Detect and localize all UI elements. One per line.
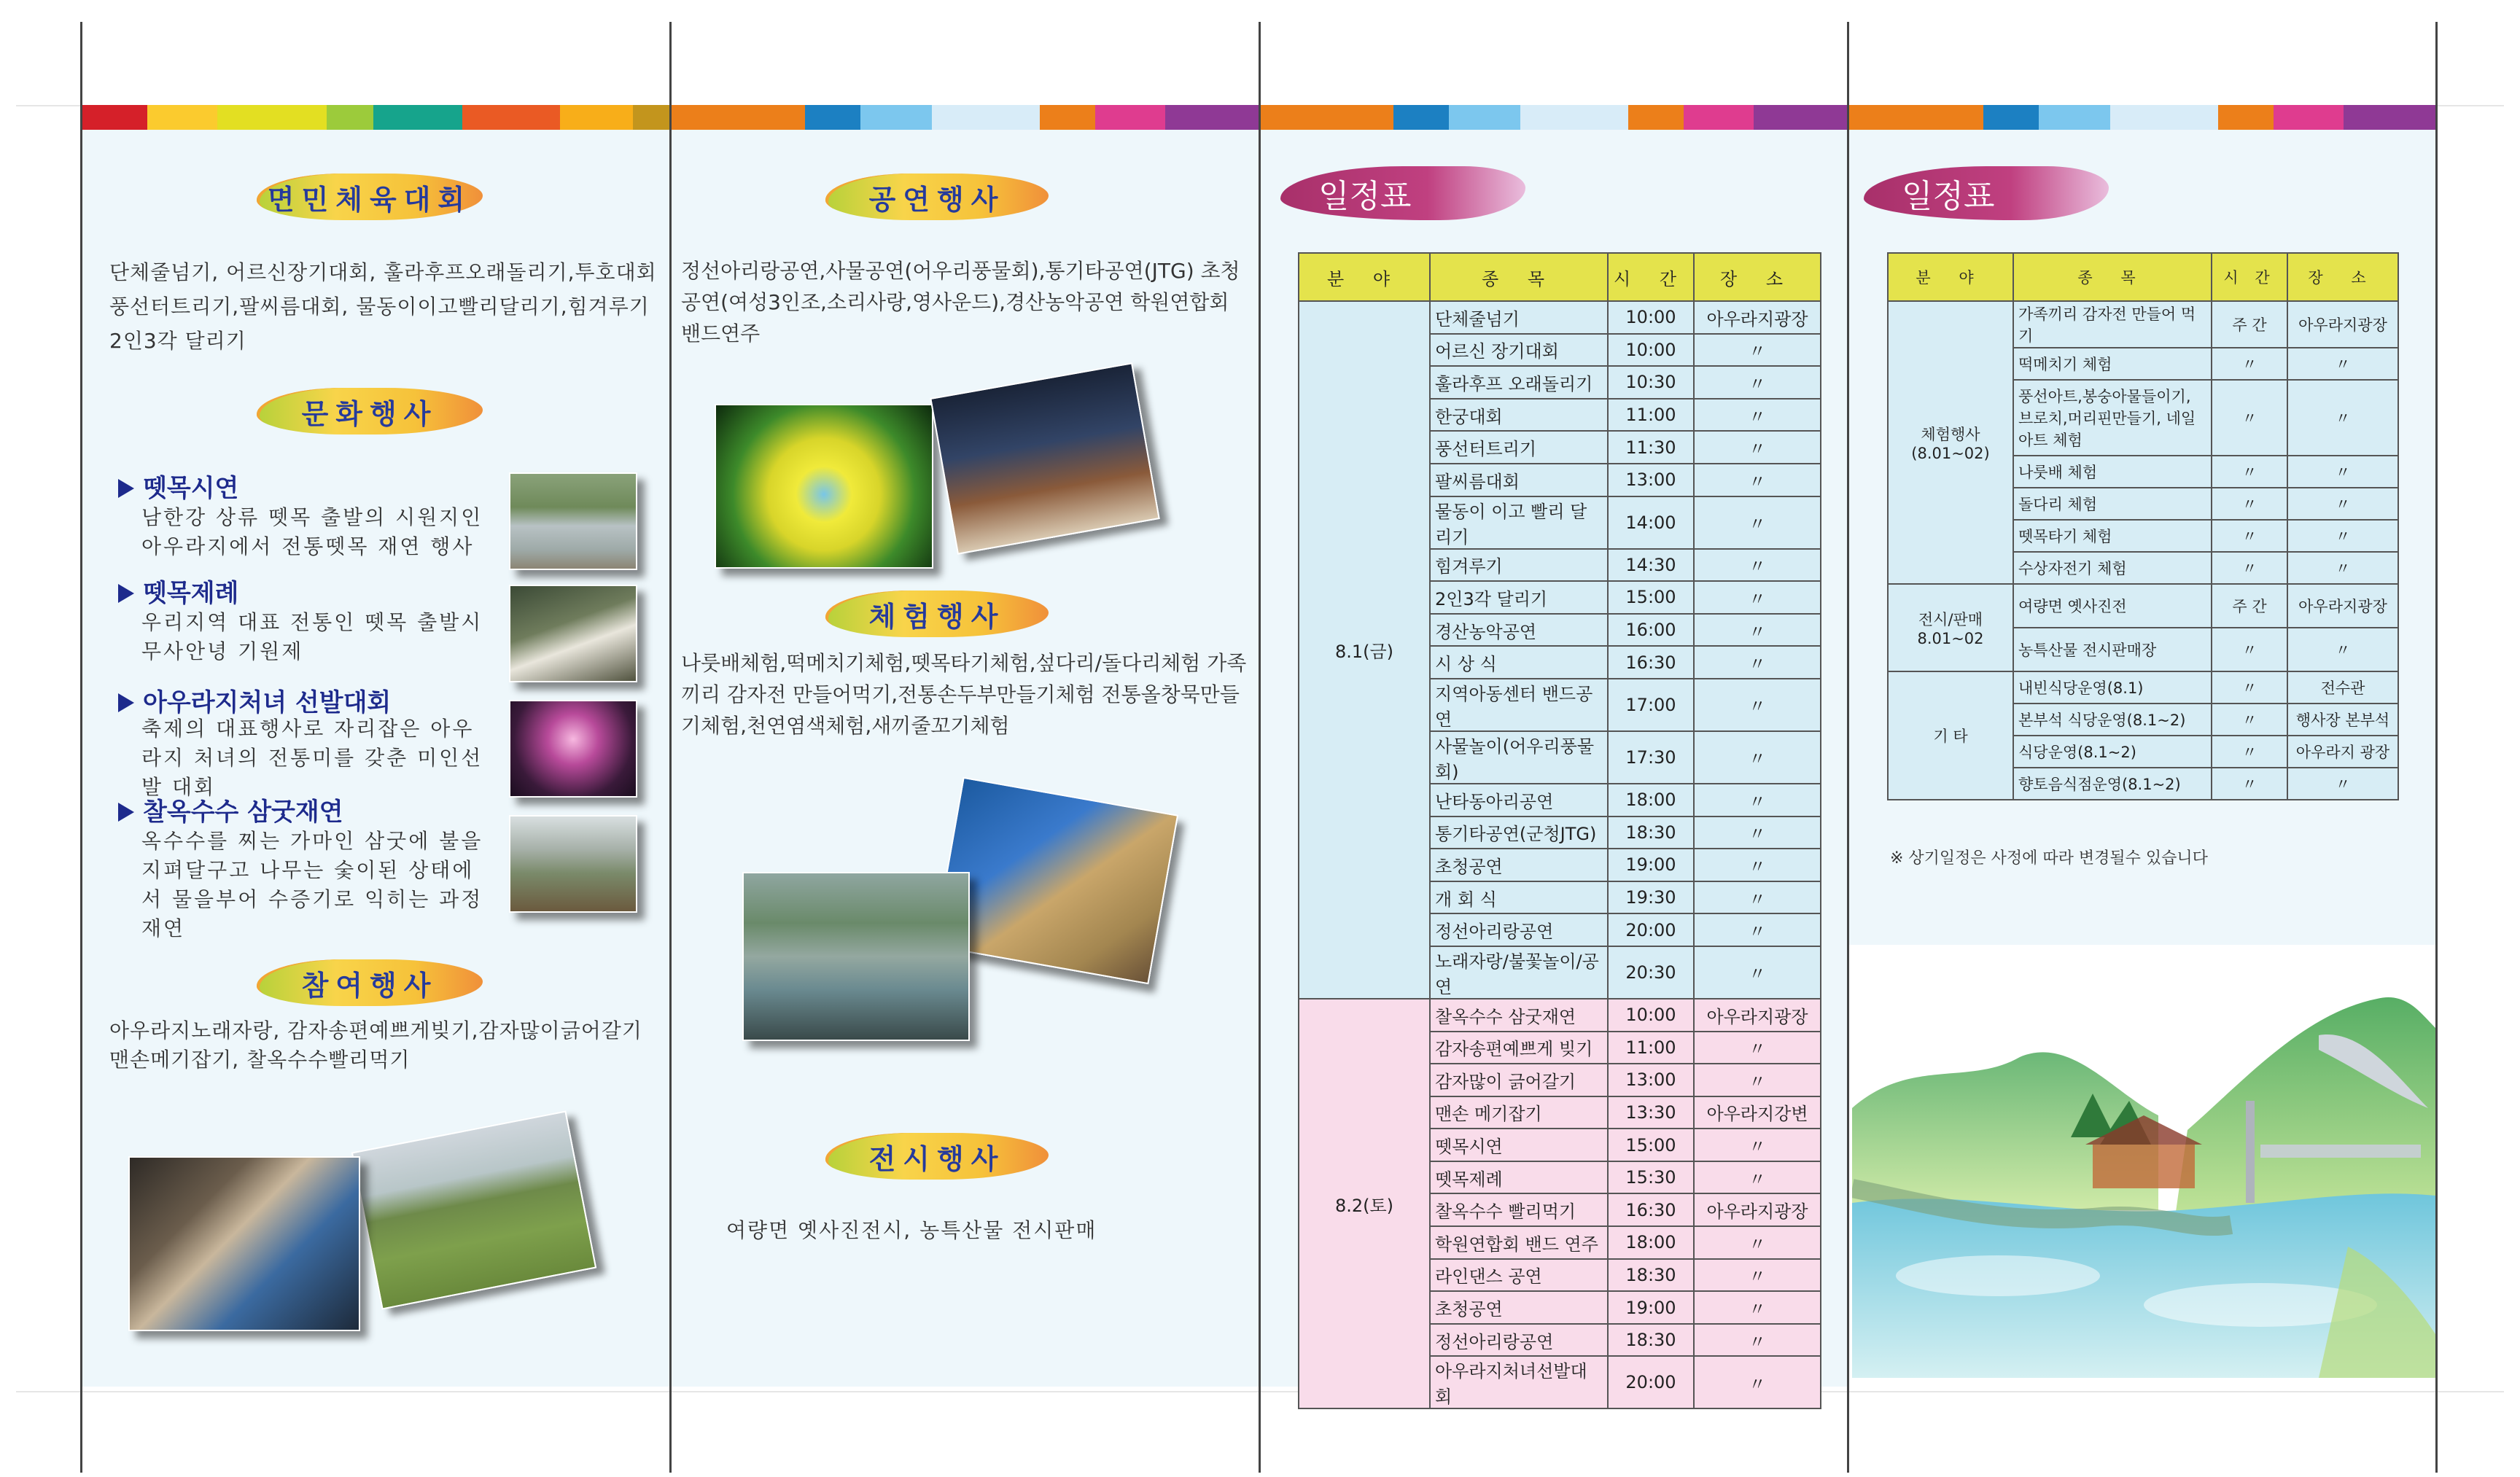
- place-cell: 〃: [1694, 1226, 1821, 1259]
- time-cell: 10:00: [1608, 301, 1694, 334]
- event-cell: 2인3각 달리기: [1430, 581, 1608, 614]
- item-title-corn-samgut: 찰옥수수 삼굿재연: [118, 792, 343, 827]
- sports-text: 단체줄넘기, 어르신장기대회, 훌라후프오래돌리기,투호대회 풍선터트리기,팔씨름대회, 물동이이고빨리달리기,힘겨루기 2인3각 달리기: [109, 260, 657, 353]
- event-cell: 여량면 옛사진전: [2013, 584, 2212, 628]
- time-cell: 13:30: [1608, 1096, 1694, 1129]
- place-cell: 〃: [1694, 679, 1821, 731]
- event-cell: 단체줄넘기: [1430, 301, 1608, 334]
- photo-potato-scraping: [128, 1156, 360, 1331]
- time-cell: 13:00: [1608, 1064, 1694, 1096]
- time-cell: 〃: [2212, 768, 2287, 800]
- place-cell: 〃: [1694, 946, 1821, 999]
- place-cell: 〃: [1694, 784, 1821, 817]
- table-row: [1299, 999, 1821, 1032]
- place-cell: 아우라지광장: [1694, 1193, 1821, 1226]
- heading-participate: 참여행사: [257, 959, 483, 1006]
- event-cell: 수상자전기 체험: [2013, 552, 2212, 584]
- place-cell: 아우라지광장: [2287, 584, 2398, 628]
- item-title-raft-rite: 뗏목제례: [118, 573, 238, 609]
- category-cell: 8.2(토): [1299, 999, 1430, 1409]
- place-cell: 아우라지광장: [1694, 301, 1821, 334]
- table-row: [1888, 301, 2398, 348]
- time-cell: 18:30: [1608, 1324, 1694, 1357]
- time-cell: 10:00: [1608, 999, 1694, 1032]
- place-cell: 〃: [1694, 496, 1821, 549]
- time-cell: 18:30: [1608, 817, 1694, 849]
- place-cell: 〃: [1694, 366, 1821, 399]
- place-cell: 〃: [1694, 431, 1821, 464]
- schedule-note: ※ 상기일정은 사정에 따라 변경될수 있습니다: [1890, 849, 2208, 868]
- event-cell: 정선아리랑공연: [1430, 913, 1608, 946]
- place-cell: 〃: [1694, 581, 1821, 614]
- landscape-illustration: [1852, 970, 2435, 1378]
- place-cell: 〃: [1694, 1064, 1821, 1096]
- time-cell: 17:00: [1608, 679, 1694, 731]
- place-cell: 〃: [1694, 1161, 1821, 1194]
- heading-sports: 면민체육대회: [257, 174, 483, 220]
- category-cell: 8.1(금): [1299, 301, 1430, 999]
- color-stripe-4: [1849, 105, 2437, 130]
- event-cell: 정선아리랑공연: [1430, 1324, 1608, 1357]
- event-cell: 학원연합회 밴드 연주: [1430, 1226, 1608, 1259]
- color-stripe-2: [671, 105, 1259, 130]
- time-cell: 〃: [2212, 488, 2287, 520]
- fold-line: [1259, 22, 1261, 1473]
- place-cell: 아우라지강변: [1694, 1096, 1821, 1129]
- event-cell: 통기타공연(군청JTG): [1430, 817, 1608, 849]
- place-cell: 〃: [1694, 464, 1821, 496]
- place-cell: 〃: [1694, 1291, 1821, 1324]
- place-cell: 〃: [2287, 552, 2398, 584]
- participate-text: 아우라지노래자랑, 감자송편예쁘게빚기,감자많이긁어갈기 맨손메기잡기, 찰옥수수빨리먹기: [109, 1018, 642, 1072]
- place-cell: 〃: [1694, 1259, 1821, 1292]
- event-cell: 뗏목제례: [1430, 1161, 1608, 1194]
- photo-river-raft: [509, 472, 637, 570]
- category-cell: 체험행사 (8.01~02): [1888, 301, 2013, 584]
- place-cell: 〃: [1694, 1324, 1821, 1357]
- table-row: [1888, 584, 2398, 628]
- event-cell: 찰옥수수 삼굿재연: [1430, 999, 1608, 1032]
- time-cell: 〃: [2212, 348, 2287, 380]
- event-cell: 농특산물 전시판매장: [2013, 628, 2212, 671]
- fold-line: [80, 22, 82, 1473]
- place-cell: 〃: [2287, 456, 2398, 488]
- time-cell: 10:00: [1608, 334, 1694, 367]
- event-cell: 감자많이 긁어갈기: [1430, 1064, 1608, 1096]
- time-cell: 18:00: [1608, 1226, 1694, 1259]
- event-cell: 뗏목타기 체험: [2013, 520, 2212, 552]
- event-cell: 나룻배 체험: [2013, 456, 2212, 488]
- time-cell: 11:00: [1608, 399, 1694, 432]
- event-cell: 떡메치기 체험: [2013, 348, 2212, 380]
- event-cell: 초청공연: [1430, 849, 1608, 881]
- item-title-maiden-contest: 아우라지처녀 선발대회: [118, 682, 391, 718]
- time-cell: 주 간: [2212, 301, 2287, 348]
- event-cell: 감자송편예쁘게 빚기: [1430, 1032, 1608, 1064]
- place-cell: 〃: [1694, 1356, 1821, 1408]
- time-cell: 19:00: [1608, 1291, 1694, 1324]
- category-cell: 기 타: [1888, 671, 2013, 800]
- event-cell: 맨손 메기잡기: [1430, 1096, 1608, 1129]
- event-cell: 사물놀이(어우리풍물회): [1430, 731, 1608, 784]
- place-cell: 〃: [1694, 817, 1821, 849]
- col-header-category: 분 야: [1299, 253, 1430, 301]
- event-cell: 본부석 식당운영(8.1~2): [2013, 704, 2212, 736]
- place-cell: 〃: [1694, 849, 1821, 881]
- time-cell: 17:30: [1608, 731, 1694, 784]
- col-header-category: 분 야: [1888, 253, 2013, 301]
- place-cell: 〃: [1694, 731, 1821, 784]
- exhibition-text: 여량면 옛사진전시, 농특산물 전시판매: [726, 1218, 1097, 1242]
- place-cell: 아우라지 광장: [2287, 736, 2398, 768]
- time-cell: 15:00: [1608, 1129, 1694, 1161]
- event-cell: 찰옥수수 빨리먹기: [1430, 1193, 1608, 1226]
- photo-samgut: [509, 815, 637, 913]
- item-title-raft-demo: 뗏목시연: [118, 468, 238, 504]
- col-header-time: 시 간: [2212, 253, 2287, 301]
- item-desc-corn-samgut: 옥수수를 찌는 가마인 삼굿에 불을 지펴달구고 나무는 숯이된 상태에서 물을부어 수증기로 익히는 과정재연: [141, 829, 483, 940]
- time-cell: 〃: [2212, 704, 2287, 736]
- event-cell: 풍선터트리기: [1430, 431, 1608, 464]
- event-cell: 지역아동센터 밴드공연: [1430, 679, 1608, 731]
- photo-rite-ceremony: [509, 585, 637, 682]
- col-header-place: 장 소: [1694, 253, 1821, 301]
- heading-experience: 체험행사: [825, 591, 1049, 637]
- col-header-time: 시 간: [1608, 253, 1694, 301]
- category-cell: 전시/판매 8.01~02: [1888, 584, 2013, 671]
- event-cell: 난타동아리공연: [1430, 784, 1608, 817]
- place-cell: 〃: [2287, 520, 2398, 552]
- time-cell: 20:30: [1608, 946, 1694, 999]
- col-header-place: 장 소: [2287, 253, 2398, 301]
- place-cell: 아우라지광장: [1694, 999, 1821, 1032]
- place-cell: 〃: [2287, 628, 2398, 671]
- experience-text: 나룻배체험,떡메치기체험,뗏목타기체험,섶다리/돌다리체험 가족끼리 감자전 만들어먹기,전통손두부만들기체험 전통올창묵만들기체험,천연염색체험,새끼줄꼬기체험: [681, 651, 1247, 738]
- item-desc-raft-rite: 우리지역 대표 전통인 뗏목 출발시 무사안녕 기원제: [141, 610, 483, 663]
- place-cell: 〃: [2287, 768, 2398, 800]
- place-cell: 아우라지광장: [2287, 301, 2398, 348]
- time-cell: 15:00: [1608, 581, 1694, 614]
- schedule-title-1: 일정표: [1280, 166, 1525, 220]
- time-cell: 10:30: [1608, 366, 1694, 399]
- event-cell: 훌라후프 오래돌리기: [1430, 366, 1608, 399]
- event-cell: 팔씨름대회: [1430, 464, 1608, 496]
- place-cell: 〃: [1694, 1032, 1821, 1064]
- time-cell: 19:00: [1608, 849, 1694, 881]
- table-row: [1888, 671, 2398, 704]
- time-cell: 16:00: [1608, 614, 1694, 647]
- place-cell: 전수관: [2287, 671, 2398, 704]
- place-cell: 〃: [1694, 646, 1821, 679]
- schedule-title-2: 일정표: [1864, 166, 2109, 220]
- place-cell: 〃: [2287, 488, 2398, 520]
- place-cell: 〃: [1694, 913, 1821, 946]
- event-cell: 라인댄스 공연: [1430, 1259, 1608, 1292]
- place-cell: 〃: [1694, 549, 1821, 582]
- color-stripe-3: [1261, 105, 1847, 130]
- schedule-table-day: [1298, 252, 1821, 1409]
- place-cell: 〃: [1694, 399, 1821, 432]
- place-cell: 〃: [2287, 380, 2398, 456]
- event-cell: 내빈식당운영(8.1): [2013, 671, 2212, 704]
- fold-line: [1847, 22, 1849, 1473]
- time-cell: 16:30: [1608, 1193, 1694, 1226]
- place-cell: 〃: [2287, 348, 2398, 380]
- time-cell: 〃: [2212, 380, 2287, 456]
- event-cell: 힘겨루기: [1430, 549, 1608, 582]
- color-stripe-1: [82, 105, 669, 130]
- photo-dance-performance: [715, 404, 933, 569]
- time-cell: 〃: [2212, 520, 2287, 552]
- item-desc-raft-demo: 남한강 상류 뗏목 출발의 시원지인 아우라지에서 전통뗏목 재연 행사: [141, 505, 483, 558]
- time-cell: 14:30: [1608, 549, 1694, 582]
- table-row: [1299, 301, 1821, 334]
- fold-line: [2435, 22, 2438, 1473]
- event-cell: 한궁대회: [1430, 399, 1608, 432]
- event-cell: 물동이 이고 빨리 달리기: [1430, 496, 1608, 549]
- event-cell: 시 상 식: [1430, 646, 1608, 679]
- col-header-event: 종 목: [2013, 253, 2212, 301]
- event-cell: 뗏목시연: [1430, 1129, 1608, 1161]
- time-cell: 13:00: [1608, 464, 1694, 496]
- event-cell: 돌다리 체험: [2013, 488, 2212, 520]
- time-cell: 18:30: [1608, 1259, 1694, 1292]
- time-cell: 20:00: [1608, 1356, 1694, 1408]
- time-cell: 16:30: [1608, 646, 1694, 679]
- time-cell: 18:00: [1608, 784, 1694, 817]
- place-cell: 〃: [1694, 881, 1821, 914]
- time-cell: 11:30: [1608, 431, 1694, 464]
- schedule-table-extra: [1887, 252, 2399, 800]
- event-cell: 경산농악공연: [1430, 614, 1608, 647]
- time-cell: 〃: [2212, 456, 2287, 488]
- place-cell: 〃: [1694, 334, 1821, 367]
- time-cell: 〃: [2212, 671, 2287, 704]
- col-header-event: 종 목: [1430, 253, 1608, 301]
- event-cell: 개 회 식: [1430, 881, 1608, 914]
- event-cell: 초청공연: [1430, 1291, 1608, 1324]
- performance-text: 정선아리랑공연,사물공연(어우리풍물회),통기타공연(JTG) 초청공연(여성3인조,소리사랑,영사운드),경산농악공연 학원연합회밴드연주: [681, 259, 1240, 346]
- event-cell: 향토음식점운영(8.1~2): [2013, 768, 2212, 800]
- event-cell: 노래자랑/불꽃놀이/공연: [1430, 946, 1608, 999]
- fold-line: [669, 22, 672, 1473]
- place-cell: 〃: [1694, 1129, 1821, 1161]
- time-cell: 20:00: [1608, 913, 1694, 946]
- place-cell: 〃: [1694, 614, 1821, 647]
- event-cell: 풍선아트,봉숭아물들이기, 브로치,머리핀만들기, 네일아트 체험: [2013, 380, 2212, 456]
- heading-performance: 공연행사: [825, 174, 1049, 220]
- heading-culture: 문화행사: [257, 388, 483, 434]
- time-cell: 〃: [2212, 736, 2287, 768]
- event-cell: 가족끼리 감자전 만들어 먹기: [2013, 301, 2212, 348]
- photo-maiden-stage: [509, 700, 637, 798]
- time-cell: 주 간: [2212, 584, 2287, 628]
- photo-ferry-boat: [742, 872, 970, 1041]
- heading-exhibition: 전시행사: [825, 1133, 1049, 1180]
- place-cell: 행사장 본부석: [2287, 704, 2398, 736]
- time-cell: 14:00: [1608, 496, 1694, 549]
- time-cell: 19:30: [1608, 881, 1694, 914]
- time-cell: 15:30: [1608, 1161, 1694, 1194]
- event-cell: 아우라지처녀선발대회: [1430, 1356, 1608, 1408]
- event-cell: 어르신 장기대회: [1430, 334, 1608, 367]
- time-cell: 〃: [2212, 628, 2287, 671]
- item-desc-maiden-contest: 축제의 대표행사로 자리잡은 아우라지 처녀의 전통미를 갖춘 미인선발 대회: [141, 717, 483, 799]
- time-cell: 〃: [2212, 552, 2287, 584]
- time-cell: 11:00: [1608, 1032, 1694, 1064]
- event-cell: 식당운영(8.1~2): [2013, 736, 2212, 768]
